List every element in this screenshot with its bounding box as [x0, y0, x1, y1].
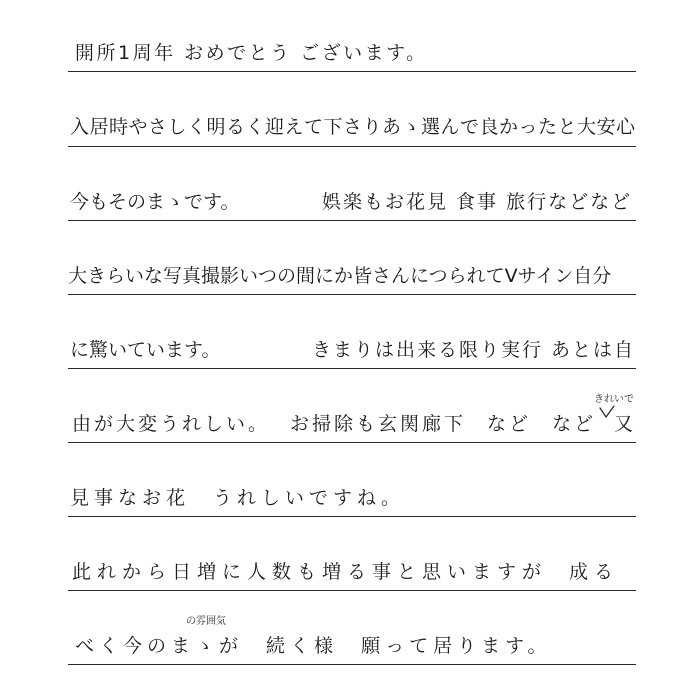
letter-line-7: 見事なお花 うれしいですね。	[70, 487, 406, 509]
letter-line-5-part-2: きまりは出来る限り実行 あとは自	[312, 339, 636, 361]
letter-line-4: 大きらいな写真撮影いつの間にか皆さんにつられてVサイン自分	[68, 265, 612, 287]
letter-line-6-part-2: お掃除も玄関廊下 など など	[290, 413, 597, 435]
insertion-caret-icon	[598, 405, 616, 419]
ruled-line	[68, 146, 636, 147]
ruled-line	[68, 516, 636, 517]
letter-line-1: 開所1周年 おめでとう ございます。	[75, 42, 428, 64]
letter-line-3-part-2: 娯楽もお花見 食事 旅行などなど	[322, 191, 633, 213]
letter-line-6-insertion: きれいで	[594, 394, 634, 405]
letter-line-6-part-3: 又	[614, 413, 634, 435]
ruled-line	[68, 220, 636, 221]
ruled-line	[68, 71, 636, 72]
letter-line-5-part-1: に驚いています。	[70, 339, 221, 361]
letter-line-9-insertion: の雰囲気	[186, 616, 226, 627]
letter-line-9: べく今のまゝが 続く様 願って居ります。	[75, 635, 552, 657]
letter-line-8: 此れから日増に人数も増る事と思いますが 成る	[72, 561, 620, 583]
ruled-line	[68, 590, 636, 591]
ruled-line	[68, 664, 636, 665]
ruled-line	[68, 368, 636, 369]
letter-line-3-part-1: 今もそのまゝです。	[70, 191, 240, 213]
ruled-line	[68, 294, 636, 295]
ruled-line	[68, 442, 636, 443]
letter-line-2: 入居時やさしく明るく迎えて下さりあゝ選んで良かったと大安心	[70, 116, 636, 138]
letter-line-6-part-1: 由が大変うれしい。	[72, 413, 271, 435]
